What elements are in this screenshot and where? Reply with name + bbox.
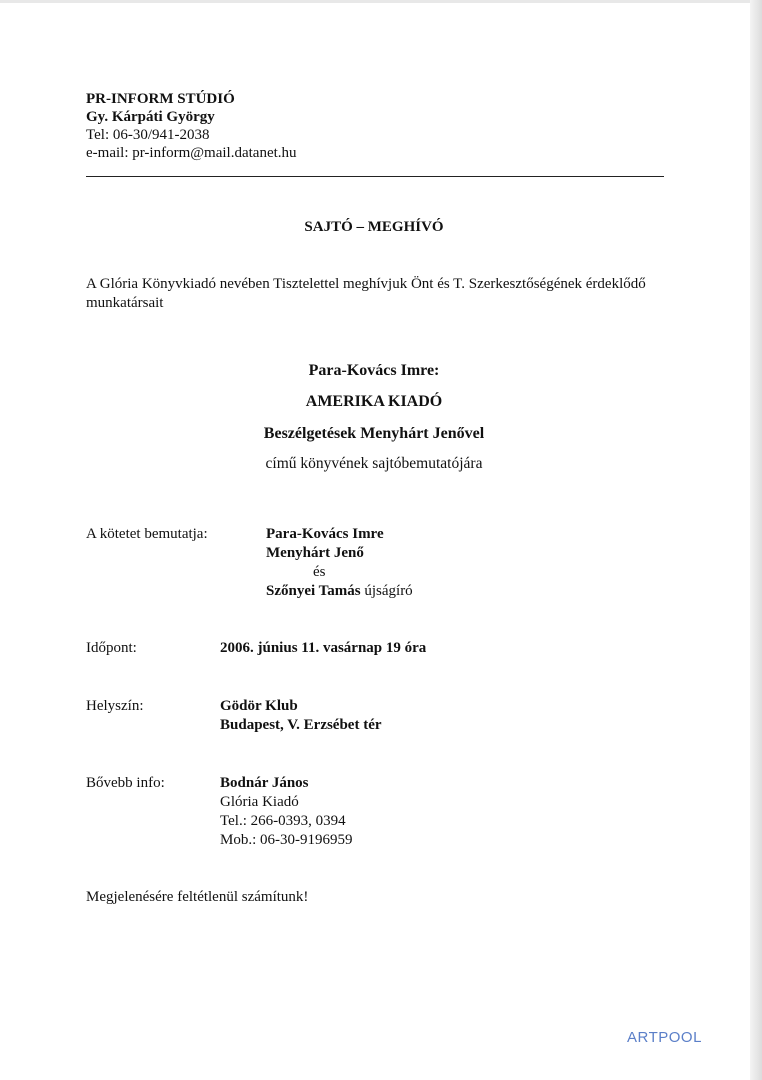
- artpool-stamp: ARTPOOL: [627, 1029, 702, 1046]
- venue-address: Budapest, V. Erzsébet tér: [220, 717, 382, 733]
- book-subtitle: Beszélgetések Menyhárt Jenővel: [263, 425, 485, 442]
- info-contact: Bodnár János: [220, 775, 309, 791]
- info-mobile: Mob.: 06-30-9196959: [220, 832, 353, 848]
- book-caption: című könyvének sajtóbemutatójára: [265, 455, 483, 472]
- intro-paragraph: A Glória Könyvkiadó nevében Tisztelettel meghívjuk Önt és T. Szerkesztőségének érdeklődő munkatársait: [86, 276, 646, 311]
- sender-block: [86, 90, 297, 162]
- info-label: Bővebb info:: [86, 775, 165, 791]
- time-value: 2006. június 11. vasárnap 19 óra: [220, 640, 427, 656]
- sender-phone: Tel: 06-30/941-2038: [86, 127, 210, 143]
- paper-top-edge: [0, 0, 762, 3]
- sender-name: Gy. Kárpáti György: [86, 109, 215, 125]
- presenter-name: Menyhárt Jenő: [266, 545, 364, 561]
- presenter-last-name: Szőnyei Tamás: [266, 583, 361, 599]
- sender-email: e-mail: pr-inform@mail.datanet.hu: [86, 145, 297, 161]
- venue-label: Helyszín:: [86, 698, 144, 714]
- book-title: AMERIKA KIADÓ: [305, 393, 443, 410]
- info-phone: Tel.: 266-0393, 0394: [220, 813, 346, 829]
- presenter-last: [266, 582, 413, 601]
- closing-line: Megjelenésére feltétlenül számítunk!: [86, 889, 309, 905]
- venue-block: [220, 697, 382, 735]
- info-company: Glória Kiadó: [220, 794, 299, 810]
- document-title: SAJTÓ – MEGHÍVÓ: [304, 219, 444, 235]
- sender-organization: PR-INFORM STÚDIÓ: [86, 91, 235, 107]
- presenter-name: Para-Kovács Imre: [266, 526, 384, 542]
- presenter-last-role: újságíró: [364, 583, 413, 599]
- presenters-label: A kötetet bemutatja:: [86, 526, 208, 542]
- time-label: Időpont:: [86, 640, 137, 656]
- paper-right-edge: [750, 0, 762, 1080]
- presenter-conjunction: és: [313, 564, 326, 580]
- book-author: Para-Kovács Imre:: [308, 362, 440, 379]
- info-block: [220, 774, 353, 850]
- presenters-list: [266, 525, 413, 601]
- header-divider: [86, 176, 664, 177]
- venue-name: Gödör Klub: [220, 698, 298, 714]
